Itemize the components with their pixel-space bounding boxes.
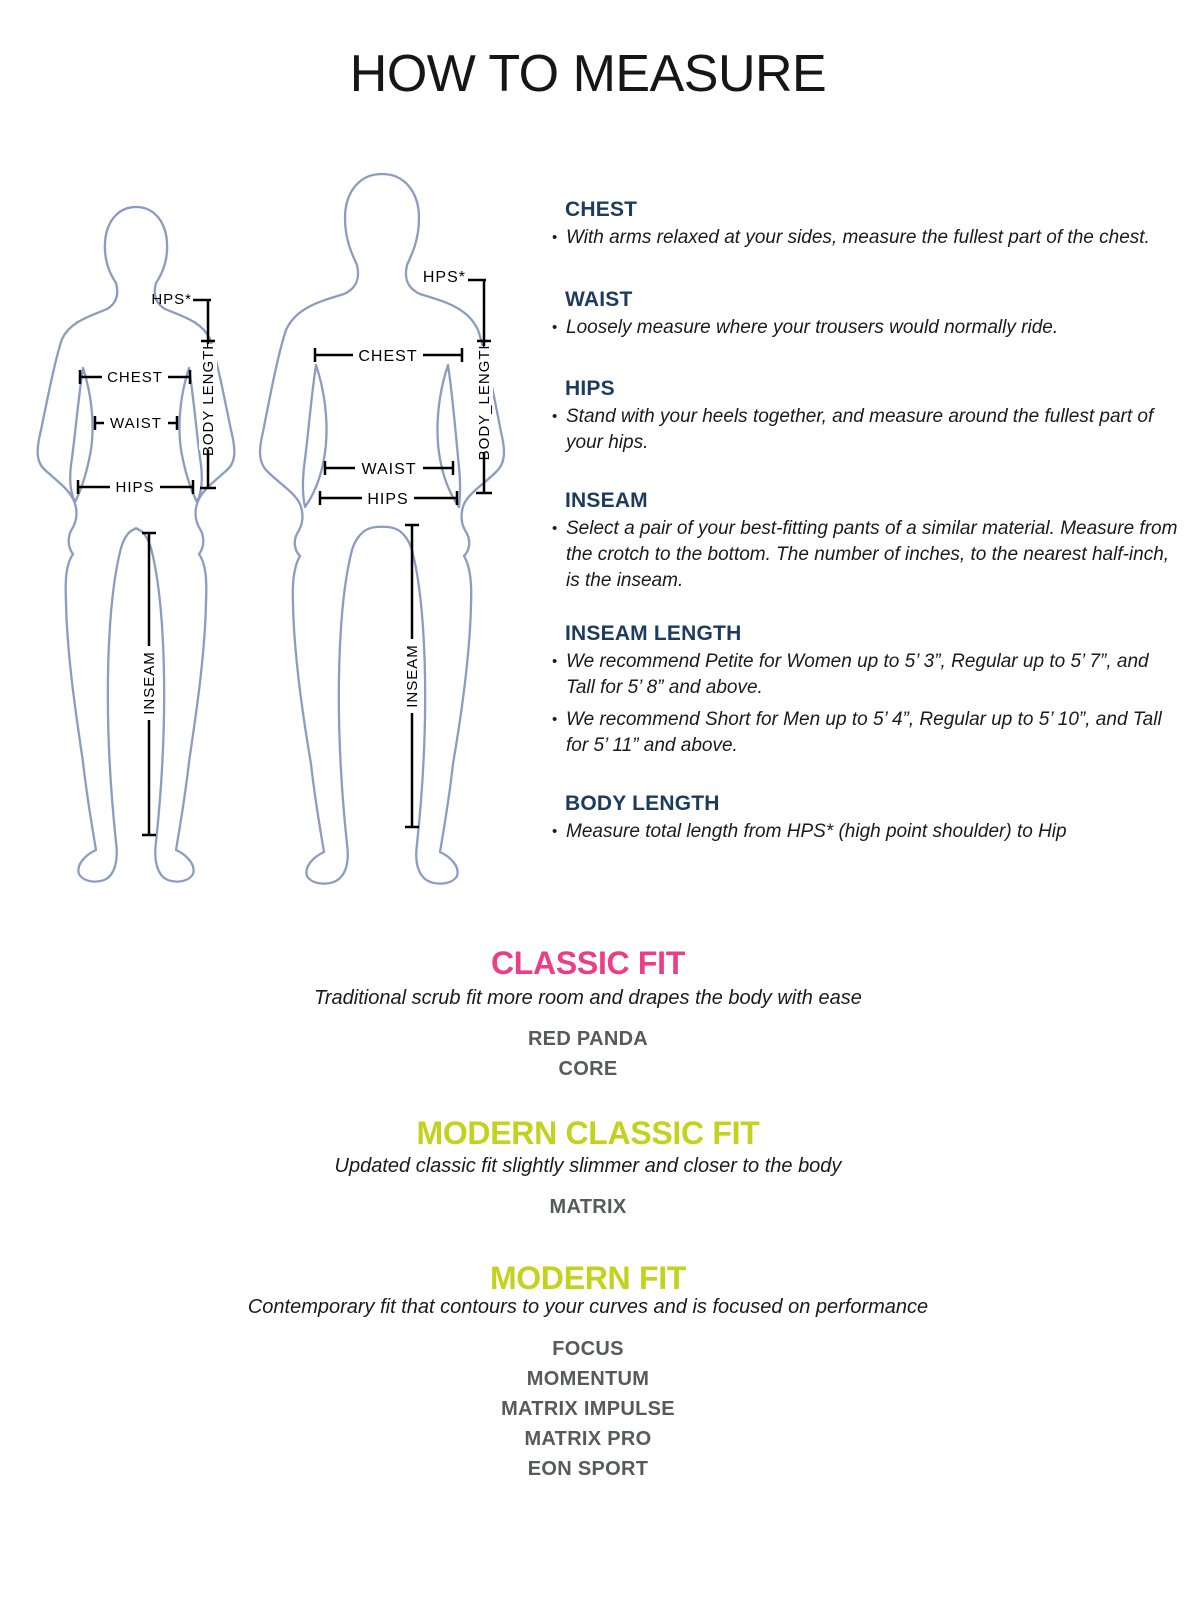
female-hps-label: HPS* — [151, 291, 192, 308]
section-bullet — [552, 819, 1180, 845]
male-body-length-label: BODY_LENGTH — [476, 337, 493, 461]
bullet-text: We recommend Short for Men up to 5’ 4”, Regular up to 5’ 10”, and Tall for 5’ 11” and above. — [566, 709, 1162, 756]
male-waist-label: WAIST — [361, 461, 417, 478]
section-bullet — [552, 649, 1180, 701]
bullet-dot-icon: • — [552, 823, 558, 840]
product-line: CORE — [558, 1058, 618, 1080]
section-bullet — [552, 315, 1180, 341]
male-arm-torso-gap-right — [437, 365, 460, 507]
female-body-outline-icon — [38, 207, 235, 882]
male-hips-label: HIPS — [367, 491, 409, 508]
section-heading: INSEAM — [565, 489, 648, 512]
section-hips — [552, 377, 1180, 462]
section-bullet — [552, 404, 1180, 456]
section-inseam — [552, 489, 1180, 600]
female-figure — [38, 207, 235, 882]
female-annotations — [78, 291, 217, 835]
classic-fit-title: CLASSIC FIT — [490, 945, 686, 981]
male-chest-label: CHEST — [358, 348, 418, 365]
male-figure — [260, 174, 504, 884]
male-hps-label: HPS* — [422, 269, 466, 286]
product-line: FOCUS — [552, 1338, 624, 1360]
section-heading: WAIST — [565, 288, 633, 311]
bullet-text: With arms relaxed at your sides, measure the fullest part of the chest. — [566, 227, 1150, 248]
section-heading: CHEST — [565, 198, 638, 221]
female-body-length-label: BODY LENGTH — [200, 337, 217, 457]
page-title: HOW TO MEASURE — [349, 45, 827, 103]
bullet-dot-icon: • — [552, 653, 558, 670]
female-waist-label: WAIST — [110, 415, 162, 432]
bullet-dot-icon: • — [552, 520, 558, 537]
bullet-dot-icon: • — [552, 711, 558, 728]
bullet-dot-icon: • — [552, 229, 558, 246]
product-line: EON SPORT — [527, 1458, 649, 1480]
bullet-dot-icon: • — [552, 408, 558, 425]
product-line: MATRIX IMPULSE — [501, 1398, 675, 1420]
modern-classic-fit-description: Updated classic fit slightly slimmer and closer to the body — [334, 1155, 842, 1177]
classic-fit-lines — [0, 1024, 1176, 1084]
bullet-text: Select a pair of your best-fitting pants of a similar material. Measure from the crotch to the bottom. The number of inches, to the nearest half-inch, is the inseam. — [566, 518, 1178, 591]
section-chest — [552, 198, 1180, 257]
section-heading: HIPS — [565, 377, 615, 400]
male-inseam-label: INSEAM — [404, 644, 421, 708]
female-chest-label: CHEST — [107, 369, 163, 386]
section-bullet — [552, 225, 1180, 251]
female-hips-label: HIPS — [115, 479, 155, 496]
bullet-text: Stand with your heels together, and measure around the fullest part of your hips. — [566, 406, 1154, 453]
section-bullet — [552, 516, 1180, 594]
male-body-outline-icon — [260, 174, 504, 884]
product-line: MATRIX — [549, 1196, 627, 1218]
classic-fit-description: Traditional scrub fit more room and drapes the body with ease — [314, 987, 862, 1009]
section-bullet — [552, 707, 1180, 759]
product-line: RED PANDA — [527, 1028, 649, 1050]
measurement-diagram — [0, 150, 540, 895]
modern-classic-fit-lines — [0, 1192, 1176, 1222]
bullet-text: We recommend Petite for Women up to 5’ 3”, Regular up to 5’ 7”, and Tall for 5’ 8” and above. — [566, 651, 1149, 698]
female-arm-torso-gap-right — [179, 368, 201, 502]
female-arm-torso-gap-left — [70, 368, 92, 502]
section-waist — [552, 288, 1180, 347]
male-arm-torso-gap-left — [303, 365, 327, 507]
female-inseam-label: INSEAM — [141, 651, 158, 715]
bullet-text: Loosely measure where your trousers would normally ride. — [566, 317, 1059, 338]
modern-classic-fit-title: MODERN CLASSIC FIT — [416, 1115, 760, 1151]
male-annotations — [315, 269, 493, 827]
product-line: MATRIX PRO — [524, 1428, 652, 1450]
bullet-dot-icon: • — [552, 319, 558, 336]
section-body-length — [552, 792, 1180, 851]
modern-fit-title: MODERN FIT — [489, 1260, 687, 1296]
section-heading: INSEAM LENGTH — [565, 622, 742, 645]
modern-fit-lines — [0, 1334, 1176, 1484]
section-inseam-length — [552, 622, 1180, 765]
modern-fit-description: Contemporary fit that contours to your curves and is focused on performance — [247, 1296, 929, 1318]
section-heading: BODY LENGTH — [565, 792, 720, 815]
product-line: MOMENTUM — [526, 1368, 650, 1390]
bullet-text: Measure total length from HPS* (high point shoulder) to Hip — [566, 821, 1067, 842]
